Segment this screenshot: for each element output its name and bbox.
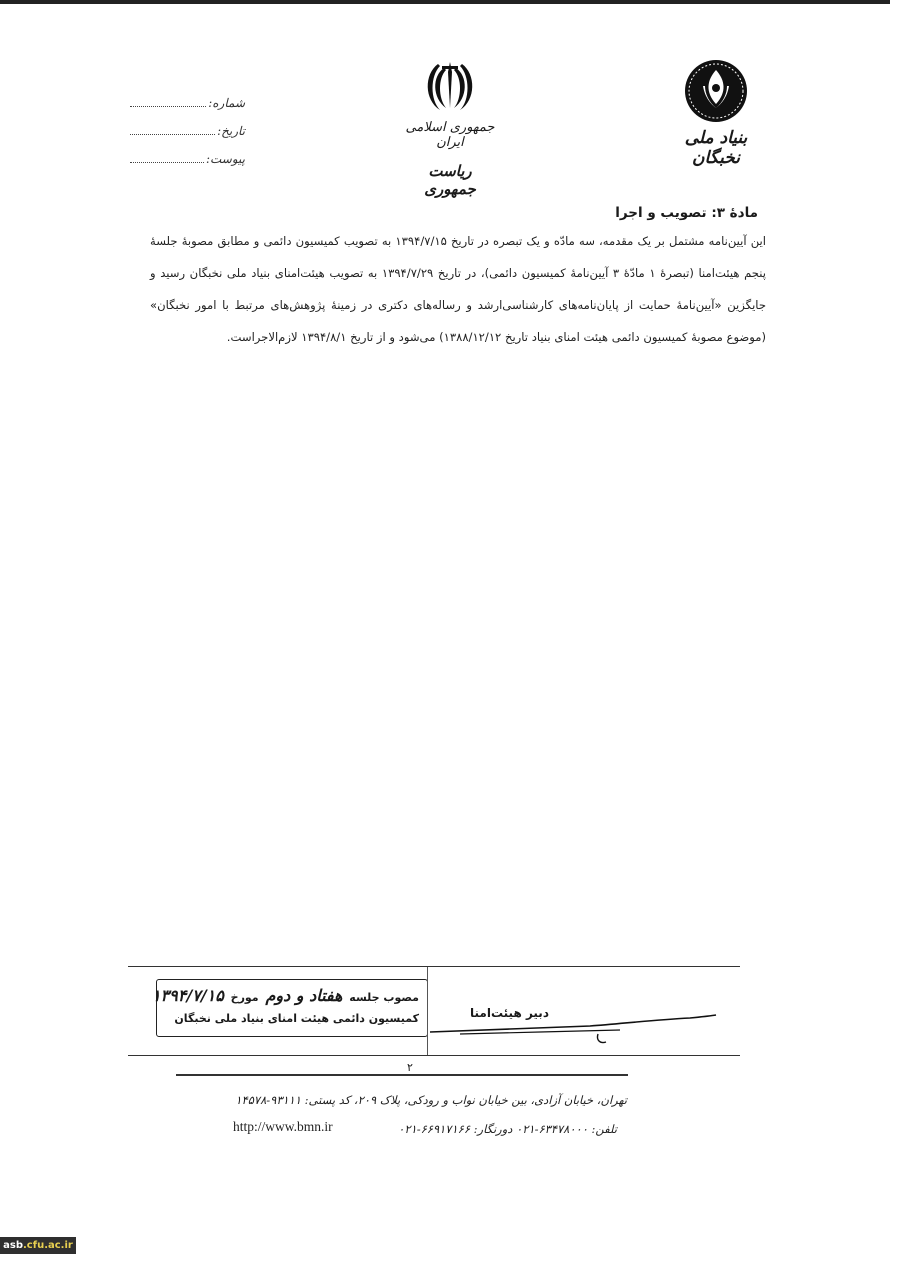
emblem-country-text: جمهوری اسلامی ایران [405, 120, 495, 150]
field-attachment-dots [130, 153, 204, 163]
footer-phone: تلفن: ۶۳۴۷۸۰۰۰-۰۲۱ دورنگار: ۶۶۹۱۷۱۶۶-۰۲۱ [398, 1122, 617, 1136]
field-number [130, 96, 245, 124]
iran-emblem-block [400, 58, 500, 198]
watermark-prefix: asb [3, 1240, 23, 1251]
stamp-line-2: کمیسیون دائمی هیئت امنای بنیاد ملی نخبگان [174, 1012, 419, 1025]
stamp-line-1 [149, 986, 419, 1005]
field-attachment [130, 152, 245, 180]
field-number-dots [130, 97, 206, 107]
top-border-line [0, 0, 890, 4]
signature-mark [420, 1000, 720, 1052]
article-paragraph: این آیین‌نامه مشتمل بر یک مقدمه، سه مادّه و یک تبصره در تاریخ ۱۳۹۴/۷/۱۵ به تصویب کمیسیون دائمی و مطابق مصوبهٔ جلسهٔ پنجم هیئت‌امنا (تبصرهٔ ۱ مادّهٔ ۳ آیین‌نامهٔ کمیسیون دائمی)، در تاریخ ۱۳۹۴/۷/۲۹ به تصویب هیئت‌امنای بنیاد ملی نخبگان رسید و جایگزین «آیین‌نامهٔ حمایت از پایان‌نامه‌های کارشناسی‌ارشد و رساله‌های دکتری در زمینهٔ پژوهش‌های مرتبط با امور نخبگان» (موضوع مصوبهٔ کمیسیون دائمی هیئت امنای بنیاد تاریخ ۱۳۸۸/۱۲/۱۲) می‌شود و از تاریخ ۱۳۹۴/۸/۱ لازم‌الاجراست. [150, 234, 766, 344]
watermark-suffix: .cfu.ac.ir [23, 1240, 73, 1251]
footer-rule [176, 1074, 628, 1076]
bmn-logo-icon [683, 58, 749, 124]
field-attachment-label: پیوست: [205, 152, 245, 166]
stamp-prefix: مصوب جلسه [349, 991, 419, 1004]
footer-website-link[interactable]: http://www.bmn.ir [233, 1119, 333, 1134]
field-date-label: تاریخ: [217, 124, 245, 138]
watermark-badge [0, 1237, 76, 1254]
field-date [130, 124, 245, 152]
org-name-text: بنیاد ملی نخبگان [684, 128, 748, 168]
page-number: ۲ [407, 1061, 413, 1074]
letter-fields [130, 96, 245, 180]
article-heading: مادهٔ ۳: تصویب و اجرا [615, 205, 758, 221]
stamp-dated-label: مورخ [230, 991, 259, 1004]
emblem-presidency-text: ریاست جمهوری [424, 162, 476, 198]
stamp-date-handwritten: ۱۳۹۴/۷/۱۵ [151, 986, 224, 1005]
bmn-logo-block [666, 58, 766, 168]
iran-emblem-icon [422, 58, 478, 114]
stamp-session-handwritten: هفتاد و دوم [265, 986, 343, 1005]
secretary-title: دبیر هیئت‌امنا [470, 1006, 549, 1020]
field-number-label: شماره: [208, 96, 245, 110]
footer-address: تهران، خیابان آزادی، بین خیابان نواب و رودکی، پلاک ۲۰۹، کد پستی: ۹۳۱۱۱-۱۴۵۷۸ [235, 1093, 627, 1107]
field-date-dots [130, 125, 215, 135]
approval-stamp [151, 979, 428, 1037]
